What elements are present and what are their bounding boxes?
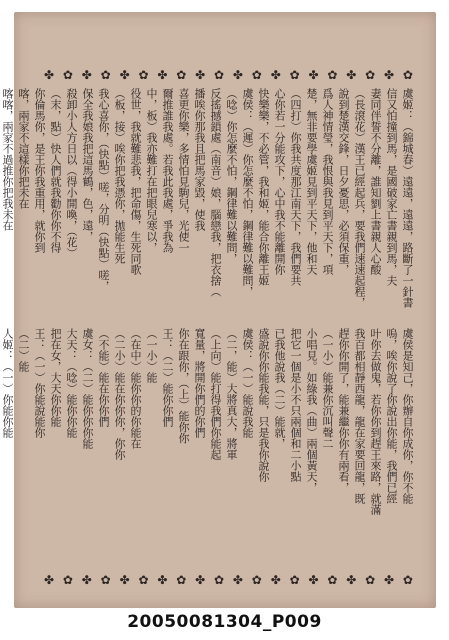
ornament-glyph: ✿ (138, 573, 150, 587)
ornament-glyph: ✿ (251, 573, 263, 587)
text-column: 我百都相靜西龍，龍在家要回龍，既 (353, 328, 366, 504)
ornament-glyph: ✿ (100, 573, 112, 587)
ornament-glyph: ✤ (232, 573, 244, 587)
ornament-glyph: ✤ (232, 68, 244, 82)
text-column: （一小）能兼你沉叫聲二 (321, 328, 334, 449)
text-column: （不能）能在你你們 (97, 328, 110, 427)
ornament-glyph: ✤ (44, 68, 56, 82)
text-column: 盛說你你能我能，只是我你說你 (257, 328, 270, 482)
ornament-glyph: ✿ (289, 573, 301, 587)
ornament-glyph: ✤ (81, 68, 93, 82)
ornament-glyph: ✿ (365, 573, 377, 587)
text-column: 爲人神情瑩，我恨與我見到平天下，項 (321, 88, 334, 275)
ornament-glyph: ✿ (402, 573, 414, 587)
text-column: 你倫馬你，是王你我重用，就你到 (33, 88, 46, 253)
ornament-glyph: ✿ (100, 68, 112, 82)
text-column: 嗚，唉你說了你說出你能，我們已經 (385, 328, 398, 504)
text-column: 虞姬：（錦城春）遠遠，遠遠，路斷了一針書 (401, 88, 414, 308)
ornament-glyph: ✿ (62, 573, 74, 587)
ornament-glyph: ✤ (119, 68, 131, 82)
text-column: （二）能 (17, 328, 30, 372)
text-column: 喀，兩家不這樣你把未在 (17, 88, 30, 209)
text-column: 我心喜你，（快點）嗟，分明（快點）嗟， (97, 88, 110, 292)
ornament-glyph: ✤ (81, 573, 93, 587)
text-column: 喀喀，兩家不過推你把我未在 (1, 88, 14, 231)
text-column: 把在女，大天你你能 (49, 328, 62, 427)
text-column: 中，板）我亦難打在把眼兒寒以， (145, 88, 158, 253)
ornament-border-bottom (44, 572, 414, 588)
text-column: 已我他說我（二）能就， (273, 328, 286, 449)
ornament-glyph: ✤ (270, 68, 282, 82)
text-column: 把它一個是小不只兩個和二小點 (289, 328, 302, 482)
ornament-glyph: ✿ (176, 573, 188, 587)
text-column: （一小）能 (145, 328, 158, 383)
ornament-glyph: ✿ (289, 68, 301, 82)
text-column: 快樂樂，不必管，我和姬，能合你離王姬 (257, 88, 270, 286)
upper-text-block (1, 88, 414, 320)
text-column: （在中）能你你的你能在 (129, 328, 142, 449)
text-column: 虞女：（二）能你你你能 (81, 328, 94, 449)
ornament-glyph: ✿ (365, 68, 377, 82)
text-column: 大天：（唸）能你你能 (65, 328, 78, 438)
ornament-glyph: ✤ (195, 573, 207, 587)
ornament-glyph: ✿ (62, 68, 74, 82)
ornament-glyph: ✤ (195, 68, 207, 82)
text-column: 虞侯是知己，你辦自你成你，你不能 (401, 328, 414, 504)
ornament-border-top (44, 67, 414, 83)
text-column: 信又怕撞到馬，是國破家亡書親到馬，夫 (385, 88, 398, 286)
text-column: 楚，無非要學虞姬見到平天下，他和天 (305, 88, 318, 275)
text-column: 王：（一）你能說能你 (33, 328, 46, 438)
text-column: 虞侯：（遲）你怎麼不怕，鋼律難以難問， (241, 88, 254, 297)
ornament-glyph: ✤ (270, 573, 282, 587)
text-column: 人姬：（一）你能你能 (1, 328, 14, 438)
text-column: 王：（二）能你你們 (161, 328, 174, 427)
ornament-glyph: ✤ (157, 68, 169, 82)
text-column: 殺卸小人方日以（得小開喚，（花） (65, 88, 78, 259)
ornament-glyph: ✤ (384, 68, 396, 82)
image-caption: 20050081304_P009 (127, 612, 322, 632)
text-column: 叶你去做鬼，若你你到趕王來路，就滿 (369, 328, 382, 515)
ornament-glyph: ✤ (308, 68, 320, 82)
text-column: 喜更你樂，多情怕見駒兒，光使一 (177, 88, 190, 253)
text-column: 爾推誰我處。若我此我處，爭我為 (161, 88, 174, 253)
text-column: （板，接）唉你把我憑你，拋能生死 (113, 88, 126, 264)
text-column: 播唉你那我且把馬家毀，使我 (193, 88, 206, 231)
text-column: （二小）能在你你你，你你 (113, 328, 126, 460)
ornament-glyph: ✿ (138, 68, 150, 82)
text-column: （二，能）大將真大，將軍 (225, 328, 238, 460)
ornament-glyph: ✤ (44, 573, 56, 587)
text-column: （唸）你怎麼不怕，鋼律難以難問， (225, 88, 238, 264)
text-column: 役世，我就難悲我，把命傷，生死同歌 (129, 88, 142, 275)
text-column: 小唱見。如綠我（曲）兩個黃天， (305, 328, 318, 493)
ornament-glyph: ✿ (402, 68, 414, 82)
text-column: 說到楚漢交鋒，日夕憂思，必須保重， (337, 88, 350, 275)
ornament-glyph: ✿ (176, 68, 188, 82)
ornament-glyph: ✿ (327, 68, 339, 82)
text-column: 趕你你開了，能兼繼你你有兩看， (337, 328, 350, 493)
ornament-glyph: ✿ (214, 573, 226, 587)
text-column: （四打）你我共度那江南天下，我們要共 (289, 88, 302, 286)
text-column: 寬量，將開你們的你們 (193, 328, 206, 438)
text-column: 虞侯：（一）能說我能 (241, 328, 254, 438)
ornament-glyph: ✿ (214, 68, 226, 82)
text-column: 你在跟你，（上）能你你 (177, 328, 190, 444)
text-column: 反搖撼鎖處（南音）娘，腦戀我，把衣捨（ (209, 88, 222, 297)
text-column: 心你若一分能攻下，心中我不能離開你 (273, 88, 286, 275)
ornament-glyph: ✤ (157, 573, 169, 587)
ornament-glyph: ✤ (119, 573, 131, 587)
text-column: 妻同伴誓不分離，誰知劉上書親人心酸 (369, 88, 382, 275)
paper-page (1, 12, 436, 608)
ornament-glyph: ✤ (308, 573, 320, 587)
text-column: （末，點）快人們就我勸你你不得 (49, 88, 62, 253)
text-column: （上向）能打得我們你能起 (209, 328, 222, 460)
ornament-glyph: ✤ (384, 573, 396, 587)
lower-text-block (1, 328, 414, 568)
ornament-glyph: ✤ (346, 573, 358, 587)
ornament-glyph: ✿ (327, 573, 339, 587)
ornament-glyph: ✿ (251, 68, 263, 82)
ornament-glyph: ✤ (346, 68, 358, 82)
text-column: （長滾花）漢王已經起兵，要我們速速起程， (353, 88, 366, 308)
text-column: 保全我娘我把這馬鶴，色，遠， (81, 88, 94, 242)
